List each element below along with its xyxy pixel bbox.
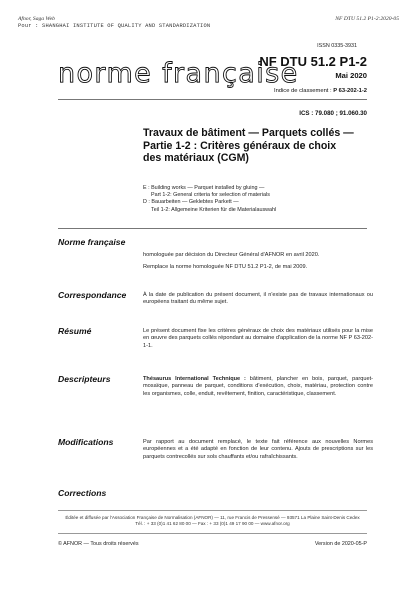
section-label-norme: Norme française [58,237,126,247]
version: Version de 2020-05-P [314,541,367,547]
publisher-info [58,515,367,527]
section-body-resume [143,328,373,355]
section-label-modifications: Modifications [58,437,114,447]
norme-francaise-logo: norme française [58,58,299,89]
translation-german-part: Teil 1-2: Allgemeine Kriterien für die Materialauswahl [151,206,277,213]
title-line-1: Travaux de bâtiment — Parquets collés — [143,127,354,139]
norme-homologation: homologuée par décision du Directeur Général d'AFNOR en avril 2020. [143,252,320,258]
section-body-correspondance [143,292,373,312]
title-line-3: des matériaux (CGM) [143,152,249,165]
section-label-descripteurs: Descripteurs [58,374,111,384]
classement-label: Indice de classement : [273,88,332,94]
section-label-correspondance: Correspondance [58,290,127,300]
publication-date: Mai 2020 [335,71,367,80]
classement-value: P 63-202-1-2 [333,88,367,94]
title-line-2: Partie 1-2 : Critères généraux de choix [143,139,337,152]
divider [58,510,367,511]
publisher-contact: Tél. : + 33 (0)1 41 62 80 00 — Fax : + 33 (0)1 49 17 90 00 — www.afnor.org [135,521,290,526]
header-source-name: Afnor, Saga Web [18,16,55,22]
descripteurs-text [143,376,373,398]
divider [58,99,367,100]
publisher-address: Éditée et diffusée par l'Association Française de Normalisation (AFNOR) — 11, rue Francis de Pressensé — 93571 La Plaine Saint-Denis Cedex [65,515,360,520]
resume-text: Le présent document fixe les critères généraux de choix des matériaux utilisés pour la mise en œuvre des parquets collés répondant au domaine d'application de la norme NF P 63-202-1-1. [143,328,373,349]
classement-index [274,88,367,94]
divider [58,533,367,534]
divider [58,228,367,229]
document-title [143,127,373,165]
header-reference: NF DTU 51.2 P1-2:2020-05 [335,16,399,22]
modifications-text: Par rapport au document remplacé, le texte fait référence aux nouvelles Normes européennes et a été adapté en fonction de leur contenu. Ajouts de prescriptions sur les parquets contrecollés sur sols chauffants et/ou rafraîchissants. [143,439,373,460]
section-body-modifications [143,439,373,466]
translation-english-part: Part 1-2: General criteria for selection of materials [151,192,270,199]
norme-remplace: Remplace la norme homologuée NF DTU 51.2 P1-2, de mai 2009. [143,264,308,271]
section-label-resume: Résumé [58,326,92,336]
section-label-corrections: Corrections [58,488,107,498]
title-translations [143,185,373,214]
copyright: © AFNOR — Tous droits réservés [58,541,139,547]
header-pour: Pour : SHANGHAI INSTITUTE OF QUALITY AND STANDARDIZATION [18,23,211,29]
issn: ISSN 0335-3931 [317,43,357,49]
header-source [18,16,210,30]
ics-codes: ICS : 79.080 ; 91.060.30 [299,110,367,117]
thesaurus-label: Thésaurus International Technique : [143,376,246,382]
document-number: NF DTU 51.2 P1-2 [259,54,367,69]
section-body-descripteurs [143,376,373,403]
correspondance-text: À la date de publication du présent document, il n'existe pas de travaux internationaux ou européens traitant du même sujet. [143,292,373,306]
descripteurs-keywords: bâtiment, plancher en bois, parquet, parquet-mosaïque, panneau de parquet, conditions d'exécution, choix, matériau, protection contre les organismes, colle, enduit, revêtement, finition, caractéristique, classement. [143,376,373,397]
section-body-norme [143,252,373,277]
translation-english: E : Building works — Parquet installed by gluing — [143,185,265,191]
translation-german: D : Bauarbeiten — Geklebtes Parkett — [143,199,239,206]
